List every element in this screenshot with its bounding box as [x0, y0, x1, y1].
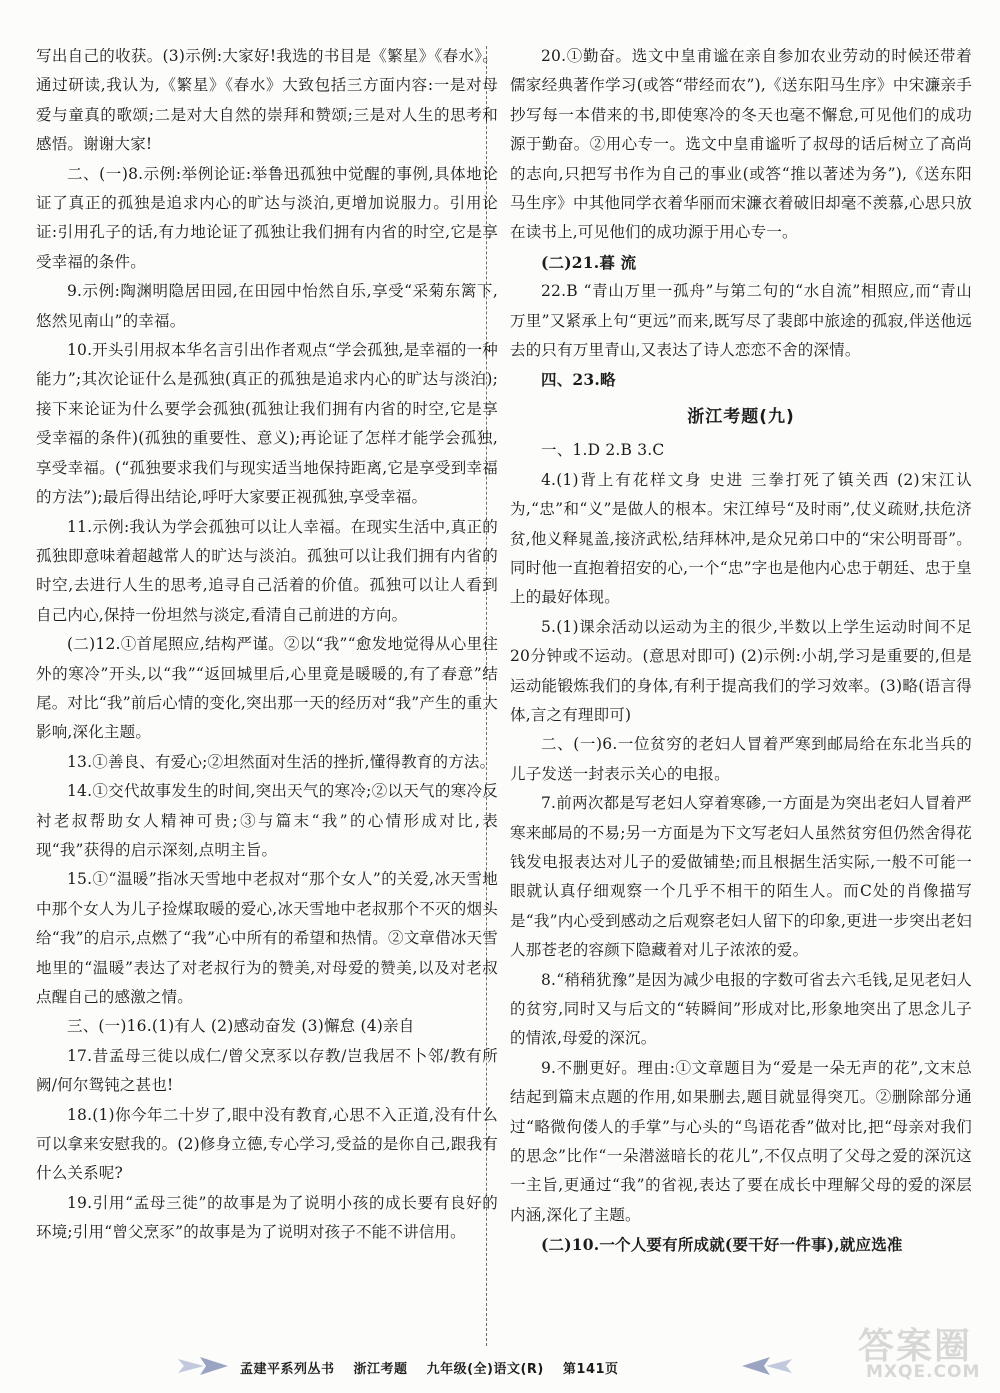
answer-paragraph: 4.(1)背上有花样文身 史进 三拳打死了镇关西 (2)宋江认为,“忠”和“义”是做人的根本。宋江绰号“及时雨”,仗义疏财,扶危济贫,他义释晁盖,接济武松,结拜林冲,是众兄弟口中的“宋公明哥哥”。同时他一直抱着招安的心,一个“忠”字也是他内心忠于朝廷、忠于皇上的最好体现。	[510, 470, 972, 607]
answer-paragraph: 8.“稍稍犹豫”是因为减少电报的字数可省去六毛钱,足见老妇人的贫穷,同时又与后文的“转瞬间”形成对比,形象地突出了思念儿子的情浓,母爱的深沉。	[510, 970, 972, 1048]
answer-paragraph: 18.(1)你今年二十岁了,眼中没有教育,心思不入正道,没有什么可以拿来安慰我的。(2)修身立德,专心学习,受益的是你自己,跟我有什么关系呢?	[36, 1105, 498, 1183]
answer-paragraph: (二)12.①首尾照应,结构严谨。②以“我”“愈发地觉得从心里往外的寒冷”开头,以“我”“返回城里后,心里竟是暖暖的,有了春意”结尾。对比“我”前后心情的变化,突出那一天的经历对“我”产生的重大影响,深化主题。	[36, 635, 498, 742]
answer-paragraph: 7.前两次都是写老妇人穿着寒碜,一方面是为突出老妇人冒着严寒来邮局的不易;另一方面是为下文写老妇人虽然贫穷但仍然舍得花钱发电报表达对儿子的爱做铺垫;而且根据生活实际,一般不可能一眼就认真仔细观察一个几乎不相干的陌生人。而C处的肖像描写是“我”内心受到感动之后观察老妇人留下的印象,更进一步突出老妇人那苍老的容颜下隐藏着对儿子浓浓的爱。	[510, 794, 972, 960]
footer-grade: 九年级(全)语文(R)	[426, 1362, 544, 1377]
answer-paragraph: 20.①勤奋。选文中皇甫谧在亲自参加农业劳动的时候还带着儒家经典著作学习(或答“带经而农”),《送东阳马生序》中宋濂亲手抄写每一本借来的书,即使寒冷的冬天也毫不懈怠,可见他们的成功源于勤奋。②用心专一。选文中皇甫谧听了叔母的话后树立了高尚的志向,只把写书作为自己的事业(或答“推以著述为务”),《送东阳马生序》中其他同学衣着华丽而宋濂衣着破旧却毫不羡慕,心思只放在读书上,可见他们的成功源于用心专一。	[510, 47, 972, 242]
watermark	[858, 1318, 996, 1388]
answer-paragraph: 写出自己的收获。(3)示例:大家好!我选的书目是《繁星》《春水》。通过研读,我认为,《繁星》《春水》大致包括三方面内容:一是对母爱与童真的歌颂;二是对大自然的崇拜和赞颂;三是对人生的思考和感悟。谢谢大家!	[36, 47, 498, 154]
answer-paragraph: 10.开头引用叔本华名言引出作者观点“学会孤独,是幸福的一种能力”;其次论证什么是孤独(真正的孤独是追求内心的旷达与淡泊);接下来论证为什么要学会孤独(孤独让我们拥有内省的时空,它是享受幸福的条件)(孤独的重要性、意义);再论证了怎样才能学会孤独,享受幸福。(“孤独要求我们与现实适当地保持距离,它是享受到幸福的方法”);最后得出结论,呼吁大家要正视孤独,享受幸福。	[36, 341, 499, 507]
answer-paragraph: 19.引用“孟母三徙”的故事是为了说明小孩的成长要有良好的环境;引用“曾父烹豕”的故事是为了说明对孩子不能不讲信用。	[36, 1193, 498, 1242]
footer-page-number: 第141页	[562, 1362, 619, 1377]
watermark-url: MXQE.COM	[866, 1362, 981, 1382]
right-column-top	[510, 42, 972, 395]
footer-right-ornament-icon	[740, 1354, 800, 1378]
answer-paragraph: 9.示例:陶渊明隐居田园,在田园中怡然自乐,享受“采菊东篱下,悠然见南山”的幸福。	[36, 282, 498, 330]
left-column	[36, 42, 498, 1248]
answer-paragraph: 四、23.略	[541, 370, 616, 390]
answer-paragraph: 22.B “青山万里一孤舟”与第二句的“水自流”相照应,而“青山万里”又紧承上句“更远”而来,既写尽了裴郎中旅途的孤寂,伴送他远去的只有万里青山,又表达了诗人恋恋不舍的深情。	[510, 282, 972, 360]
answer-paragraph: 5.(1)课余活动以运动为主的很少,半数以上学生运动时间不足20分钟或不运动。(意思对即可) (2)示例:小胡,学习是重要的,但是运动能锻炼我们的身体,有利于提高我们的学习效率。(3)略(语言得体,言之有理即可)	[510, 617, 972, 724]
footer-series: 孟建平系列丛书	[240, 1362, 335, 1377]
footer-book: 浙江考题	[353, 1362, 408, 1377]
answer-paragraph: 一、1.D 2.B 3.C	[541, 441, 665, 460]
answer-paragraph: 11.示例:我认为学会孤独可以让人幸福。在现实生活中,真正的孤独即意味着超越常人的旷达与淡泊。孤独可以让我们拥有内省的时空,去进行人生的思考,追寻自己活着的价值。孤独可以让人看到自己内心,保持一份坦然与淡定,看清自己前进的方向。	[36, 517, 498, 624]
answer-paragraph: 三、(一)16.(1)有人 (2)感动奋发 (3)懈怠 (4)亲自	[67, 1017, 415, 1036]
answer-paragraph: 13.①善良、有爱心;②坦然面对生活的挫折,懂得教育的方法。	[67, 752, 496, 771]
answer-paragraph: 17.昔孟母三徙以成仁/曾父烹豕以存教/岂我居不卜邻/教有所阙/何尔鸳钝之甚也!	[36, 1046, 498, 1095]
answer-paragraph: (二)21.暮 流	[541, 252, 637, 272]
footer-text	[240, 1358, 633, 1377]
answer-paragraph: 二、(一)6.一位贫穷的老妇人冒着严寒到邮局给在东北当兵的儿子发送一封表示关心的电报。	[510, 735, 972, 783]
watermark-logo: 答案圈	[858, 1326, 973, 1367]
answer-paragraph: (二)10.一个人要有所成就(要干好一件事),就应选准	[541, 1235, 903, 1255]
footer-left-ornament-icon	[170, 1354, 230, 1378]
right-column	[510, 42, 972, 1260]
answer-paragraph: 二、(一)8.示例:举例论证:举鲁迅孤独中觉醒的事例,具体地论证了真正的孤独是追求内心的旷达与淡泊,更增加说服力。引用论证:引用孔子的话,有力地论证了孤独让我们拥有内省的时空,它是享受幸福的条件。	[36, 164, 498, 271]
right-column-bottom	[510, 436, 972, 1259]
answer-paragraph: 14.①交代故事发生的时间,突出天气的寒冷;②以天气的寒冷反衬老叔帮助女人精神可贵;③与篇末“我”的心情形成对比,表现“我”获得的启示深刻,点明主旨。	[36, 782, 498, 859]
section-title: 浙江考题(九)	[687, 406, 795, 427]
answer-paragraph: 9.不删更好。理由:①文章题目为“爱是一朵无声的花”,文末总结起到篇末点题的作用,如果删去,题目就显得突兀。②删除部分通过“略微佝偻人的手掌”与心头的“鸟语花香”做对比,把“母亲对我们的思念”比作“一朵潜滋暗长的花儿”,不仅点明了父母之爱的深沉这一主旨,更通过“我”的省视,表达了要在成长中理解父母的爱的深层内涵,深化了主题。	[510, 1058, 972, 1224]
answer-paragraph: 15.①“温暖”指冰天雪地中老叔对“那个女人”的关爱,冰天雪地中那个女人为儿子捡煤取暖的爱心,冰天雪地中老叔那个不灭的烟头给“我”的启示,点燃了“我”心中所有的希望和热情。②文章借冰天雪地里的“温暖”表达了对老叔行为的赞美,对母爱的赞美,以及对老叔点醒自己的感激之情。	[36, 870, 498, 1006]
page-footer	[0, 1352, 1000, 1382]
